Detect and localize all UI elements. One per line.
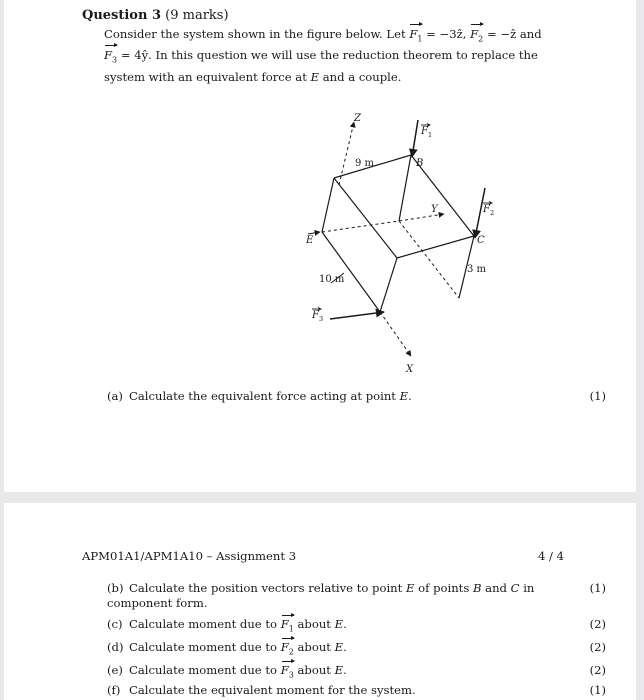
part-d-end: . (343, 640, 347, 654)
y-axis (399, 214, 444, 221)
f1-symbol: F (409, 27, 418, 41)
part-c-end: . (343, 617, 347, 631)
part-d-marks: (2) (589, 640, 606, 654)
part-c (107, 617, 347, 636)
part-f-label: (f) (107, 683, 121, 697)
part-b-text-1: Calculate the position vectors relative to point (129, 581, 406, 595)
part-c-f: F (280, 617, 289, 631)
part-d-f: F (280, 640, 289, 654)
f3-label-sub: 3 (319, 315, 324, 323)
footer-page-number: 4 / 4 (537, 549, 564, 563)
part-d-label: (d) (107, 640, 124, 654)
part-c-point: E (334, 617, 344, 631)
f2-vector (470, 26, 483, 47)
f3-vector (104, 47, 117, 68)
part-b-label: (b) (107, 581, 124, 595)
part-b-marks: (1) (589, 581, 606, 595)
intro-text-2: and a couple. (319, 69, 402, 84)
x-axis (380, 312, 411, 356)
f3-subscript: 3 (112, 55, 118, 65)
intro-text-1: Consider the system shown in the figure below. Let (104, 27, 410, 41)
dim-3m-label: 3 m (467, 264, 487, 275)
part-e-text-2: about (293, 663, 335, 677)
x-axis-label: X (406, 364, 414, 375)
edge-b-down (399, 155, 411, 221)
f1-arrow (412, 120, 418, 157)
part-d-sub: 2 (288, 647, 294, 657)
dashed-e-back (322, 221, 399, 232)
part-c-vector (281, 617, 294, 636)
f1-vector (409, 26, 422, 47)
part-e-text-1: Calculate moment due to (129, 663, 281, 677)
f1-label-sub: 1 (428, 131, 433, 139)
question-intro (104, 26, 574, 85)
page-1 (4, 0, 636, 492)
f3-label: F (312, 310, 319, 321)
f1-subscript: 1 (417, 34, 423, 44)
point-e-ref: E (310, 69, 320, 84)
f3-symbol: F (104, 48, 113, 63)
part-a-point: E (399, 389, 409, 403)
part-d-vector (281, 640, 294, 659)
point-b-label: B (416, 158, 424, 169)
f2-subscript: 2 (478, 34, 484, 44)
y-axis-label: Y (431, 204, 438, 215)
part-b-text-4: in component form. (107, 581, 535, 610)
part-e-vector (281, 663, 294, 682)
part-f-text: Calculate the equivalent moment for the system. (129, 683, 416, 697)
dim-10m-label: 10 m (319, 274, 345, 285)
f2-value: = −ẑ and (483, 27, 542, 41)
part-a-marks: (1) (589, 389, 606, 403)
dashed-back-c (399, 221, 459, 298)
f2-label-sub: 2 (490, 209, 495, 217)
part-c-sub: 1 (288, 624, 294, 634)
part-b (107, 581, 567, 611)
e-pointer (308, 232, 320, 234)
point-c-label: C (477, 235, 485, 246)
part-b-point-b: B (472, 581, 482, 595)
question-heading (82, 8, 229, 23)
part-e-sub: 3 (288, 670, 294, 680)
page-2 (4, 503, 636, 700)
part-c-marks: (2) (589, 617, 606, 631)
point-e-label: E (306, 235, 314, 246)
part-a-label: (a) (107, 389, 123, 403)
part-c-text-1: Calculate moment due to (129, 617, 281, 631)
f1-value: = −3ẑ, (422, 27, 471, 41)
part-e-point: E (334, 663, 344, 677)
part-b-point-e: E (405, 581, 415, 595)
part-d-text-2: about (293, 640, 335, 654)
part-d-point: E (334, 640, 344, 654)
part-f (107, 683, 416, 698)
part-e-label: (e) (107, 663, 123, 677)
f3-value: = 4ŷ. In this question we will use the reduction theorem to replace the system with an equivalent force at (104, 48, 538, 84)
part-d (107, 640, 347, 659)
dim-9m-label: 9 m (355, 158, 375, 169)
part-f-marks: (1) (589, 683, 606, 697)
part-a-end: . (408, 389, 412, 403)
part-c-label: (c) (107, 617, 123, 631)
part-e-end: . (343, 663, 347, 677)
part-b-text-2: of points (414, 581, 473, 595)
f2-symbol: F (470, 27, 479, 41)
edge-top-front (397, 236, 474, 258)
z-axis-label: Z (354, 113, 361, 124)
edge-top-diag (334, 178, 397, 258)
f2-label: F (483, 204, 490, 215)
edge-front-down (380, 258, 397, 312)
f1-label: F (421, 126, 428, 137)
part-e (107, 663, 347, 682)
system-diagram (286, 108, 526, 378)
part-b-point-c: C (510, 581, 520, 595)
part-a-text: Calculate the equivalent force acting at point (129, 389, 400, 403)
question-marks: (9 marks) (165, 8, 229, 23)
part-d-text-1: Calculate moment due to (129, 640, 281, 654)
edge-e-front (322, 232, 380, 312)
part-e-marks: (2) (589, 663, 606, 677)
footer-course: APM01A1/APM1A10 – Assignment 3 (82, 549, 297, 563)
f3-arrow (330, 312, 384, 319)
axes-dashed (322, 122, 459, 356)
part-a (107, 389, 412, 404)
part-b-text-3: and (481, 581, 511, 595)
part-e-f: F (280, 663, 289, 677)
part-c-text-2: about (293, 617, 335, 631)
edge-e-up (322, 178, 334, 232)
question-title: Question 3 (82, 8, 162, 23)
